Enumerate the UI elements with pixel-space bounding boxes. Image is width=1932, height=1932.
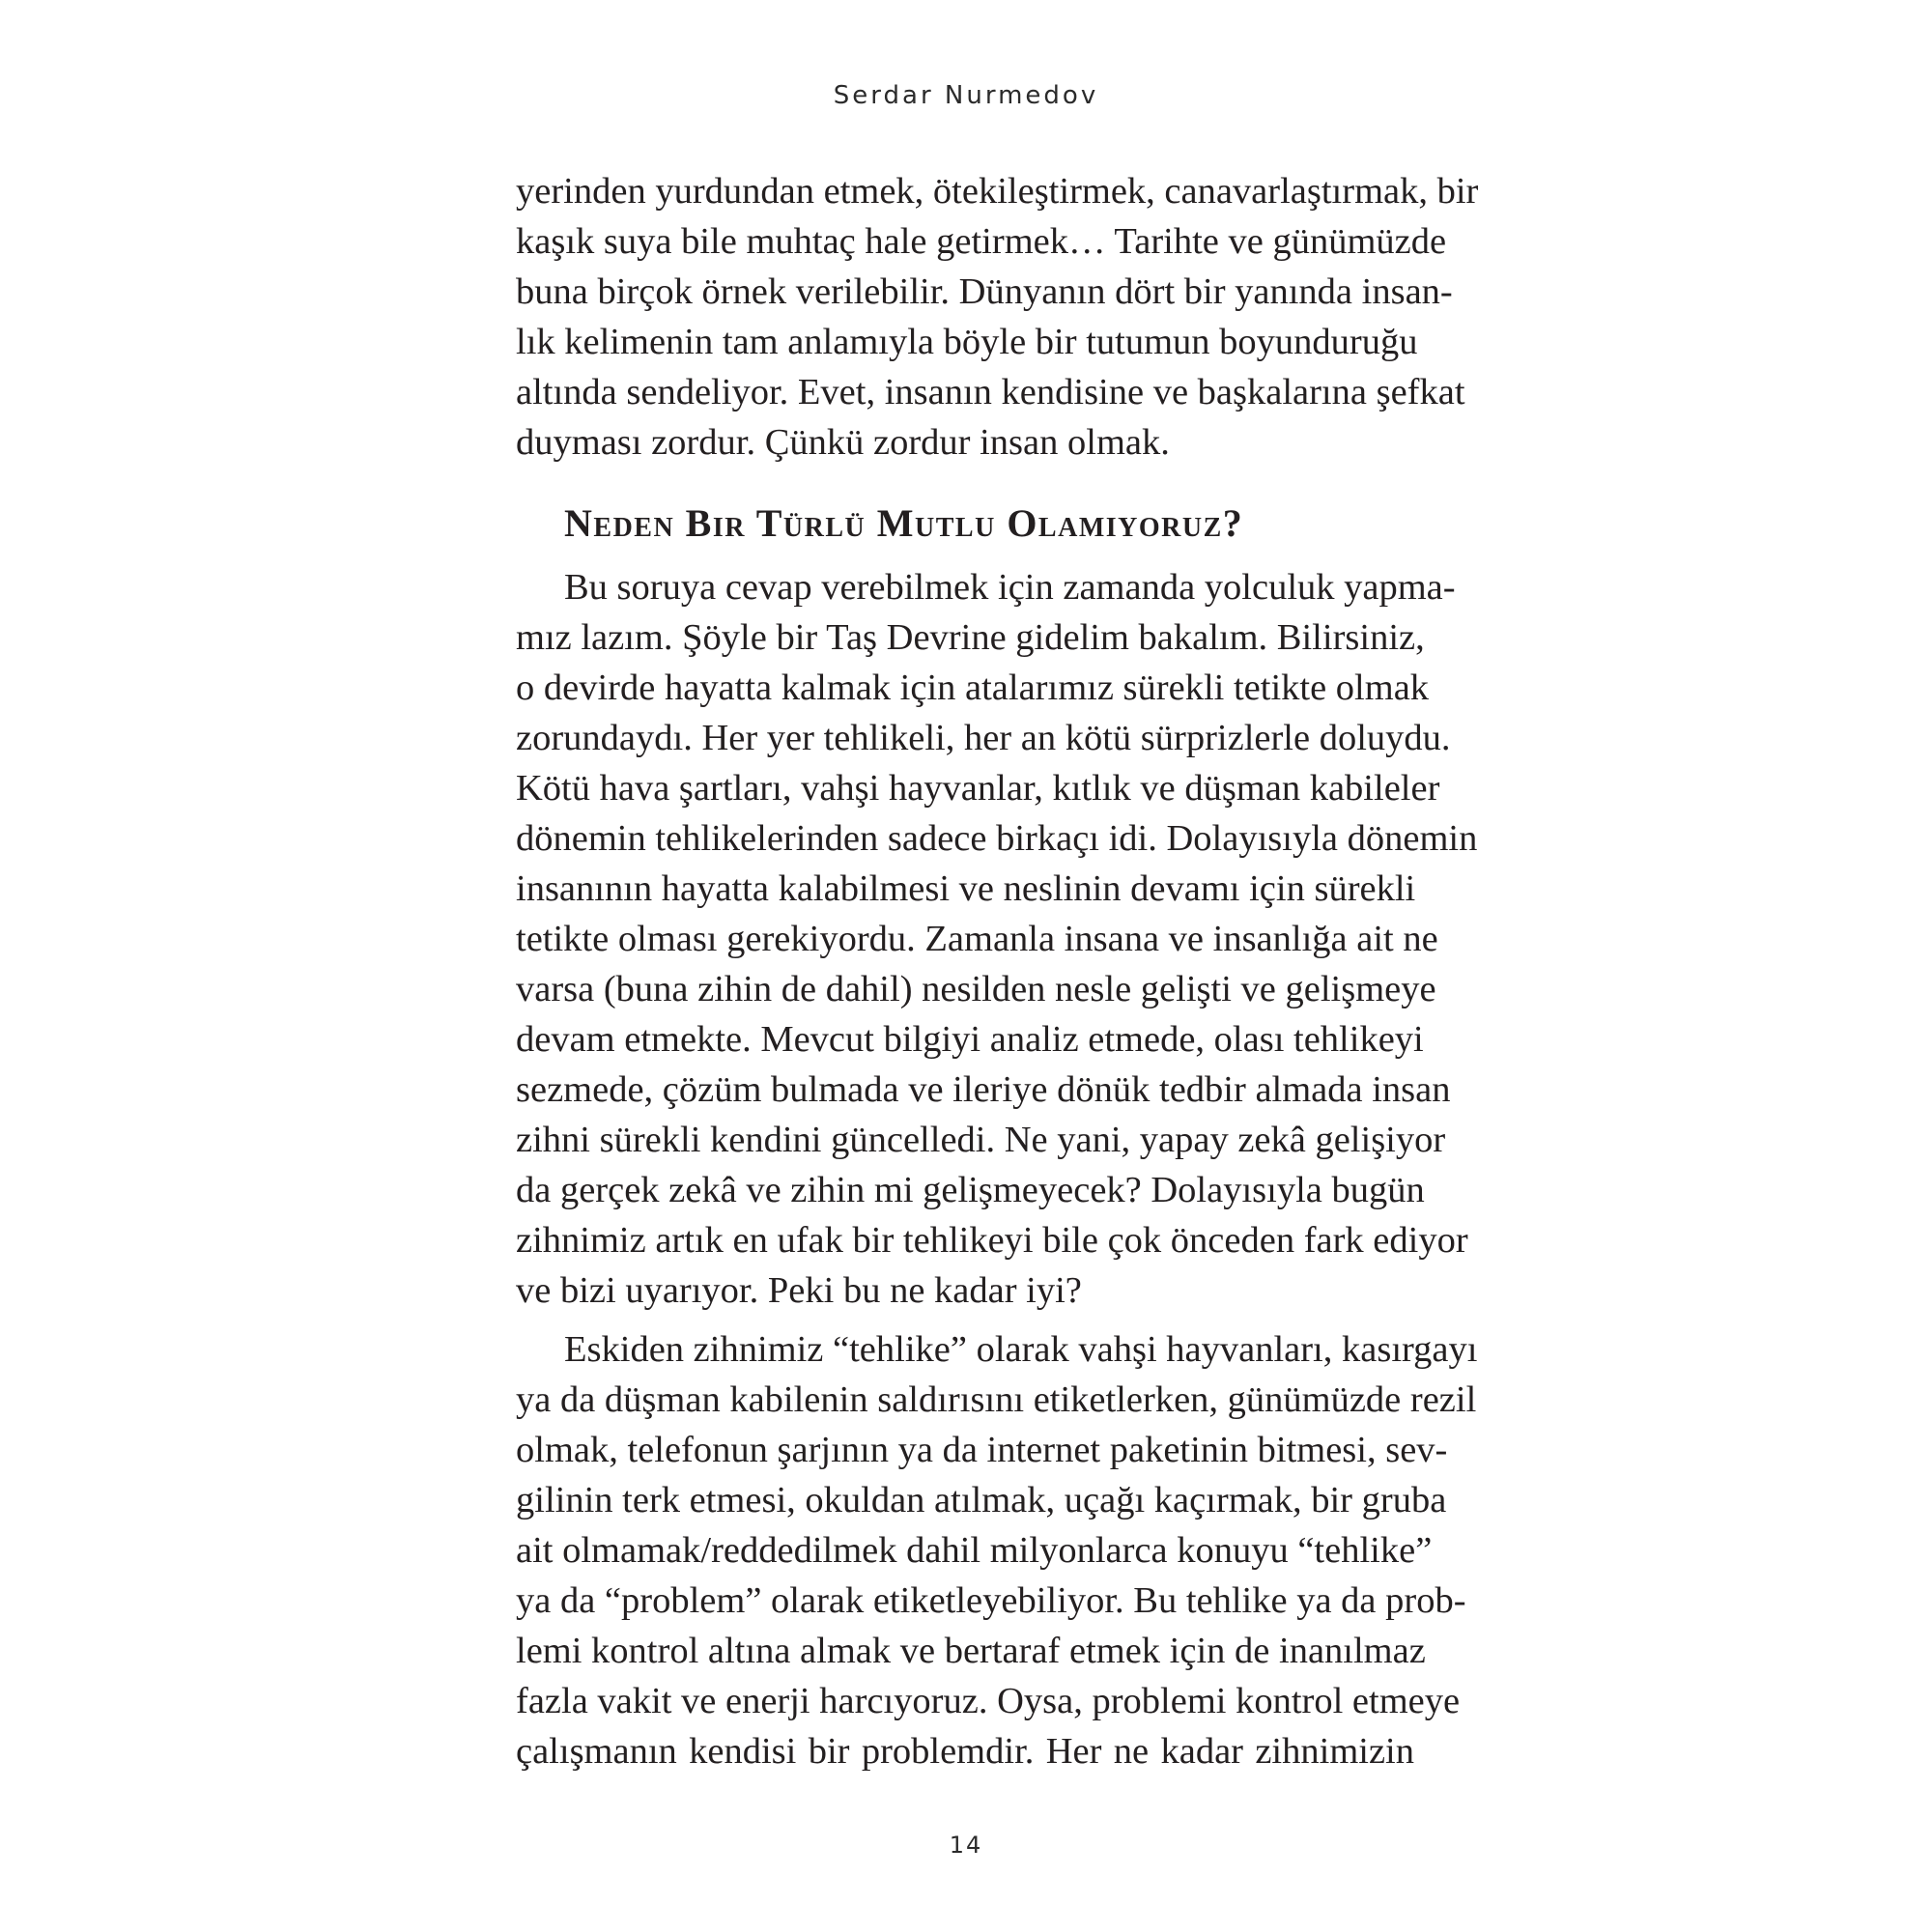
text-line: fazla vakit ve enerji harcıyoruz. Oysa, problemi kontrol etmeye <box>516 1681 1461 1721</box>
text-line: o devirde hayatta kalmak için atalarımız sürekli tetikte olmak <box>516 668 1430 708</box>
text-line: gilinin terk etmesi, okuldan atılmak, uçağı kaçırmak, bir gruba <box>516 1480 1447 1520</box>
text-line: Kötü hava şartları, vahşi hayvanlar, kıtlık ve düşman kabileler <box>516 768 1440 809</box>
text-line: sezmede, çözüm bulmada ve ileriye dönük tedbir almada insan <box>516 1069 1451 1110</box>
paragraph-3 <box>516 1324 1478 1776</box>
text-line: çalışmanın kendisi bir problemdir. Her ne kadar zihnimizin <box>516 1731 1414 1772</box>
text-line: ya da “problem” olarak etiketleyebiliyor. Bu tehlike ya da prob- <box>516 1580 1466 1621</box>
body-text <box>516 166 1479 1776</box>
text-line: ve bizi uyarıyor. Peki bu ne kadar iyi? <box>516 1270 1082 1311</box>
text-line: zorundaydı. Her yer tehlikeli, her an kötü sürprizlerle doluydu. <box>516 718 1451 758</box>
running-head-author: Serdar Nurmedov <box>833 81 1099 110</box>
paragraph-2 <box>516 562 1478 1316</box>
text-line: devam etmekte. Mevcut bilgiyi analiz etmede, olası tehlikeyi <box>516 1019 1424 1060</box>
text-line: kaşık suya bile muhtaç hale getirmek… Tarihte ve günümüzde <box>516 221 1447 262</box>
section-heading: Neden Bir Türlü Mutlu Olamıyoruz? <box>564 501 1244 545</box>
text-line: Bu soruya cevap verebilmek için zamanda yolculuk yapma- <box>564 567 1456 608</box>
text-line: lık kelimenin tam anlamıyla böyle bir tutumun boyunduruğu <box>516 322 1418 362</box>
text-line: Eskiden zihnimiz “tehlike” olarak vahşi hayvanları, kasırgayı <box>564 1329 1478 1370</box>
text-line: mız lazım. Şöyle bir Taş Devrine gidelim bakalım. Bilirsiniz, <box>516 617 1425 658</box>
text-line: yerinden yurdundan etmek, ötekileştirmek, canavarlaştırmak, bir <box>516 171 1479 212</box>
text-line: varsa (buna zihin de dahil) nesilden nesle gelişti ve gelişmeye <box>516 969 1436 1009</box>
text-line: insanının hayatta kalabilmesi ve neslinin devamı için sürekli <box>516 868 1416 909</box>
text-line: lemi kontrol altına almak ve bertaraf etmek için de inanılmaz <box>516 1631 1426 1671</box>
text-line: altında sendeliyor. Evet, insanın kendisine ve başkalarına şefkat <box>516 372 1465 412</box>
text-line: zihni sürekli kendini güncelledi. Ne yani, yapay zekâ gelişiyor <box>516 1120 1446 1160</box>
text-line: buna birçok örnek verilebilir. Dünyanın dört bir yanında insan- <box>516 271 1453 312</box>
text-line: da gerçek zekâ ve zihin mi gelişmeyecek? Dolayısıyla bugün <box>516 1170 1425 1210</box>
text-line: dönemin tehlikelerinden sadece birkaçı idi. Dolayısıyla dönemin <box>516 818 1478 859</box>
text-line: olmak, telefonun şarjının ya da internet paketinin bitmesi, sev- <box>516 1430 1448 1470</box>
paragraph-1 <box>516 166 1479 468</box>
text-line: ya da düşman kabilenin saldırısını etiketlerken, günümüzde rezil <box>516 1379 1477 1420</box>
text-line: duyması zordur. Çünkü zordur insan olmak. <box>516 422 1170 463</box>
text-line: tetikte olması gerekiyordu. Zamanla insana ve insanlığa ait ne <box>516 919 1438 959</box>
page-number: 14 <box>949 1832 983 1859</box>
text-line: zihnimiz artık en ufak bir tehlikeyi bile çok önceden fark ediyor <box>516 1220 1468 1261</box>
text-line: ait olmamak/reddedilmek dahil milyonlarca konuyu “tehlike” <box>516 1530 1433 1571</box>
